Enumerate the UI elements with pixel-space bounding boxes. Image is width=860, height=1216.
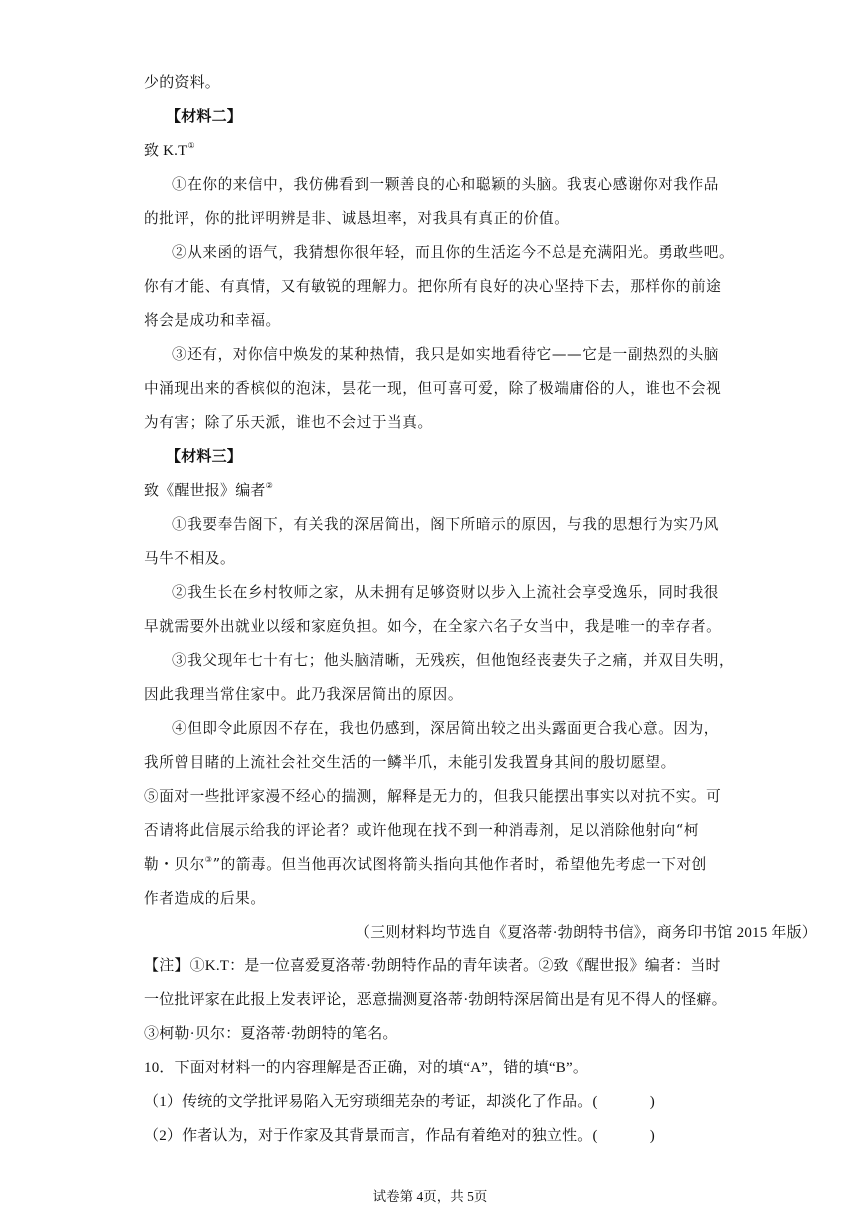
m2-paragraph-3-line: 中涌现出来的香槟似的泡沫，昙花一现，但可喜可爱，除了极端庸俗的人，谁也不会视 <box>144 380 722 397</box>
page-footer: 试卷第 4页，共 5页 <box>372 1189 488 1204</box>
material-one-tail: 少的资料。 <box>144 75 221 91</box>
material-two-heading: 【材料二】 <box>166 109 243 125</box>
line-text: ”的箭毒。但当他再次试图将箭头指向其他作者时，希望他先考虑一下对创 <box>212 856 707 873</box>
recipient-text: 致《醒世报》编者 <box>144 483 266 499</box>
m3-paragraph-4-line: ④但即令此原因不存在，我也仍感到，深居简出较之出头露面更合我心意。因为， <box>172 720 719 737</box>
m2-paragraph-2-line: ②从来函的语气，我猜想你很年轻，而且你的生活迄今不总是充满阳光。勇敢些吧。 <box>172 244 735 261</box>
notes-line: ③柯勒·贝尔：夏洛蒂·勃朗特的笔名。 <box>144 1026 398 1042</box>
notes-line: 【注】①K.T：是一位喜爱夏洛蒂·勃朗特作品的青年读者。②致《醒世报》编者：当时 <box>144 958 721 974</box>
source-citation: （三则材料均节选自《夏洛蒂·勃朗特书信》，商务印书馆 2015 年版） <box>355 925 817 941</box>
m3-paragraph-5-line: 否请将此信展示给我的评论者？或许他现在找不到一种消毒剂，足以消除他射向“柯 <box>144 822 700 839</box>
m3-paragraph-2-line: 早就需要外出就业以绥和家庭负担。如今，在全家六名子女当中，我是唯一的幸存者。 <box>144 618 722 635</box>
question-item-2 <box>144 1126 655 1146</box>
close-paren: ) <box>649 1094 655 1110</box>
footnote-mark: ① <box>187 141 195 150</box>
question-item-1 <box>144 1092 655 1112</box>
m2-paragraph-2-line: 你有才能、有真情，又有敏锐的理解力。把你所有良好的决心坚持下去，那样你的前途 <box>144 278 722 295</box>
m3-paragraph-5-line <box>144 855 707 875</box>
item-text: （1）传统的文学批评易陷入无穷琐细芜杂的考证，却淡化了作品。( <box>144 1094 598 1110</box>
material-three-recipient <box>144 481 273 501</box>
notes-line: 一位批评家在此报上发表评论，恶意揣测夏洛蒂·勃朗特深居简出是有见不得人的怪癖。 <box>144 992 727 1008</box>
footnote-mark: ② <box>265 481 273 490</box>
m3-paragraph-1-line: ①我要奉告阁下，有关我的深居简出，阁下所暗示的原因，与我的思想行为实乃风 <box>172 516 719 533</box>
footnote-mark: ③ <box>204 855 213 864</box>
m2-paragraph-1-line: 的批评，你的批评明辨是非、诚恳坦率，对我具有真正的价值。 <box>144 210 570 227</box>
m2-paragraph-3-line: ③还有，对你信中焕发的某种热情，我只是如实地看待它——它是一副热烈的头脑 <box>172 346 719 363</box>
m3-paragraph-4-line: 我所曾目睹的上流社会社交生活的一鳞半爪，未能引发我置身其间的殷切愿望。 <box>144 754 676 771</box>
material-two-recipient <box>144 141 195 161</box>
m3-paragraph-1-line: 马牛不相及。 <box>144 550 236 567</box>
close-paren: ) <box>649 1128 655 1144</box>
question-stem: 10．下面对材料一的内容理解是否正确，对的填“A”，错的填“B”。 <box>144 1060 589 1076</box>
material-three-heading: 【材料三】 <box>166 449 243 465</box>
m3-paragraph-5-line: 作者造成的后果。 <box>144 890 266 907</box>
recipient-text: 致 K.T <box>144 143 188 159</box>
m2-paragraph-3-line: 为有害；除了乐天派，谁也不会过于当真。 <box>144 414 433 431</box>
m3-paragraph-3-line: ③我父现年七十有七；他头脑清晰，无残疾，但他饱经丧妻失子之痛，并双目失明， <box>172 652 735 669</box>
m2-paragraph-1-line: ①在你的来信中，我仿佛看到一颗善良的心和聪颖的头脑。我衷心感谢你对我作品 <box>172 176 719 193</box>
m3-paragraph-5-line: ⑤面对一些批评家漫不经心的揣测，解释是无力的，但我只能摆出事实以对抗不实。可 <box>144 788 722 805</box>
m3-paragraph-2-line: ②我生长在乡村牧师之家，从未拥有足够资财以步入上流社会享受逸乐，同时我很 <box>172 584 719 601</box>
pen-name-text: 勒・贝尔 <box>144 856 205 873</box>
item-text: （2）作者认为，对于作家及其背景而言，作品有着绝对的独立性。( <box>144 1128 598 1144</box>
m2-paragraph-2-line: 将会是成功和幸福。 <box>144 312 281 329</box>
m3-paragraph-3-line: 因此我理当常住家中。此乃我深居简出的原因。 <box>144 686 464 703</box>
